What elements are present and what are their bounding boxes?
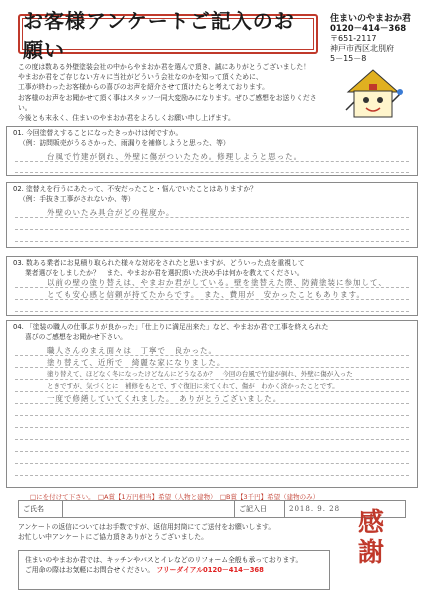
footer-line-1: 住まいのやまおか君では、キッチンやバスとイレなどのリフォーム全般も承っております。 (25, 556, 303, 564)
intro-line: やまおか君をご存じない方々に当社がどういう会社なのかを知って頂くために、 (18, 73, 263, 82)
answer-line (15, 415, 409, 416)
answer-line (15, 451, 409, 452)
answer-line (15, 229, 409, 230)
question-box-4 (6, 320, 418, 488)
footer-phone: フリーダイアル0120－414－368 (156, 566, 264, 574)
date-label: ご記入日 (235, 501, 285, 517)
company-phone: 0120－414－368 (330, 24, 407, 34)
answer-line (15, 311, 409, 312)
question-title-cont: 喜びのご感想をお聞かせ下さい。 (25, 332, 127, 341)
question-title: 04. 「塗装の職人の仕事ぶりが良かった」「仕上りに満足出来た」など、やまおか君で工事を終えられた (13, 323, 329, 331)
handwritten-answer: 塗り替えて、近所で 綺麗な家になりました。 (47, 358, 226, 367)
name-label: ご氏名 (19, 501, 63, 517)
company-name: 住まいのやまおか君 (330, 14, 412, 24)
question-header-3 (13, 259, 305, 278)
handwritten-answer: 職人さんのまえ面々は 丁寧で 良かった。 (47, 346, 217, 355)
question-box-2 (6, 182, 418, 248)
answer-line (15, 439, 409, 440)
question-box-3 (6, 256, 418, 316)
intro-line: この度は数ある外壁塗装会社の中からやまおか君を選んで頂き、誠にありがとうございました！ (18, 63, 310, 71)
company-address-2: 5－15－8 (330, 54, 367, 63)
handwritten-answer: ときですが、気づくとに 補修をもとで、すぐ復旧に来てくれて、傷が わかく済かったことです。 (47, 382, 339, 390)
question-title: 02. 塗替えを行うにあたって、不安だったこと・悩んでいたことはありますか？ (13, 185, 257, 193)
answer-line (15, 241, 409, 242)
prize-options: □にを付けて下さい。 □A賞【1万円相当】希望（人物と建物） □B賞【3千円】希望（建物のみ） (30, 493, 320, 501)
intro-line: 工事が終わったお客様からの喜びのお声を紹介させて頂けたらと考えております。 (18, 83, 269, 92)
page-title: お客様アンケートご記入のお願い (23, 9, 295, 62)
answer-line (15, 172, 409, 173)
intro-line: お客様のお声をお聞かせて頂く事はスタッフ一同大変励みになります。ぜひご感想をお送りください。 (18, 93, 317, 112)
handwritten-answer: 一度で修繕していてくれました。 ありがとうございました。 (47, 394, 282, 403)
question-title: 03. 数ある業者にお見積り取られた様々な対応をされたと思いますが、どういった点を重視して (13, 259, 305, 267)
question-example: （例：手抜き工事がされないか、等） (19, 194, 135, 203)
kansha-calligraphy (346, 508, 396, 568)
name-field[interactable] (63, 501, 235, 517)
company-postal: 〒651-2117 (330, 34, 377, 43)
intro-text (18, 62, 320, 123)
intro-line: 今後とも末永く、住まいのやまおか君をよろしくお願い申し上げます。 (18, 114, 235, 123)
question-header-4 (13, 323, 328, 342)
title-box (18, 9, 318, 62)
kansha-char: 謝 (357, 538, 384, 568)
footer-prefix: ご用命の際はお気軽にお問合せください。 (25, 566, 155, 574)
note-line: アンケートの返信についてはお手数ですが、返信用封筒にてご送付をお願いします。 (18, 523, 276, 531)
handwritten-answer: 塗り替えて、ほどなく冬になったけどなんにどうなるか？ 今回の台風で竹建が倒れ、外壁に傷が入った (47, 370, 353, 378)
return-note (18, 522, 338, 542)
answer-line (15, 475, 409, 476)
handwritten-answer: 外壁のいたみ具合がどの程度か。 (47, 208, 175, 217)
answer-line (15, 379, 409, 380)
footer-line-2 (25, 565, 323, 575)
title-inner (22, 9, 314, 62)
company-address-1: 神戸市西区北別府 (330, 44, 394, 53)
answer-line (15, 391, 409, 392)
question-title: 01. 今回塗替えすることになったきっかけは何ですか。 (13, 129, 183, 137)
question-title-cont: 業者選びをしましたか？ また、やまおか君を選択頂いた決め手は何かを教えてください。 (25, 268, 304, 277)
answer-line (15, 427, 409, 428)
handwritten-answer: とても安心感と信頼が持てたからです。 また、費用が 安かったこともあります。 (47, 290, 365, 299)
question-box-1 (6, 126, 418, 176)
question-example: （例：訪問販売がうるさかった、雨漏りを補修しようと思った、等） (19, 138, 230, 147)
handwritten-answer: 台風で竹建が倒れ、外壁に傷がついたため。修理しようと思った。 (47, 152, 303, 161)
note-line: お忙しい中アンケートにご協力頂きありがとうございました。 (18, 533, 208, 541)
footer-box (18, 550, 330, 590)
question-header-1 (13, 129, 230, 148)
question-header-2 (13, 185, 257, 204)
date-field[interactable]: 2018. 9. 28 (289, 505, 341, 513)
mascot-house-icon (342, 66, 404, 126)
answer-line (15, 463, 409, 464)
company-info (330, 14, 420, 64)
kansha-char: 感 (357, 508, 384, 538)
handwritten-answer: 以前の壁の塗り替えは、やまおか君がしている。壁を塗替えた際、防錆塗装に参加して、 (47, 278, 387, 287)
